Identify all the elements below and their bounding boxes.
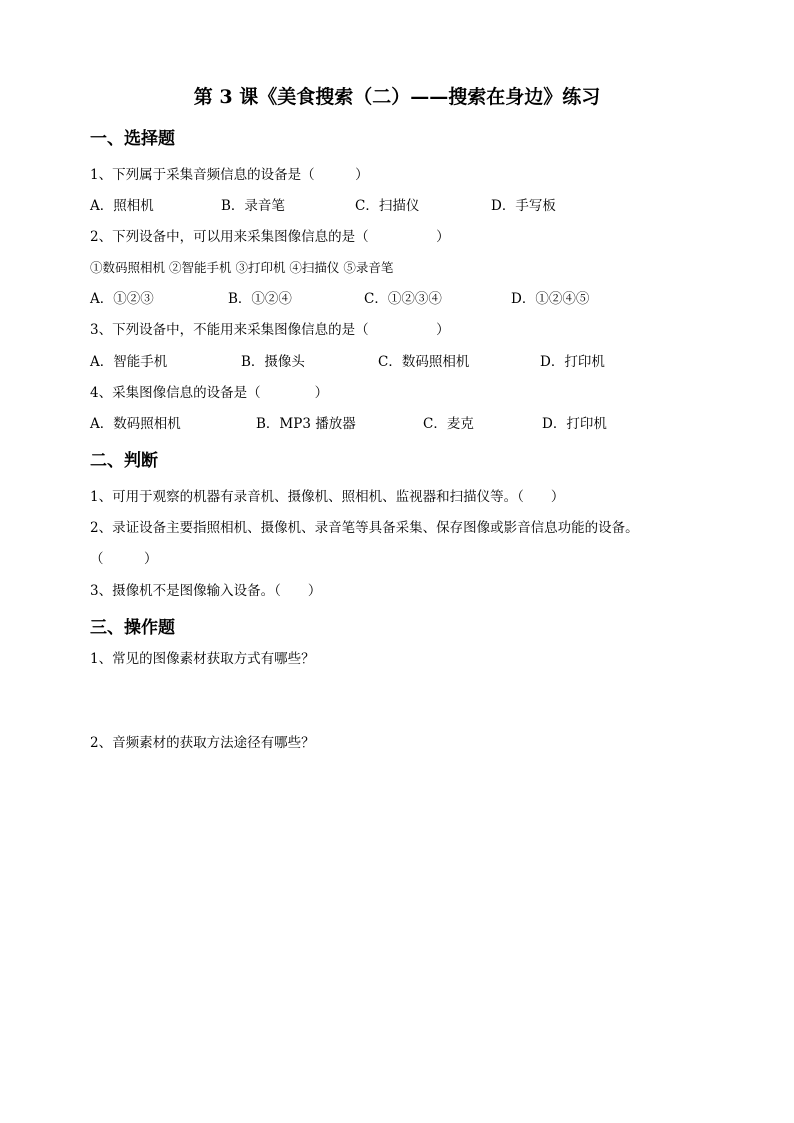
judge-question: 1、可用于观察的机器有录音机、摄像机、照相机、监视器和扫描仪等。（ ） (90, 489, 565, 505)
option-b: B．MP3 播放器 (256, 416, 356, 432)
option-b: B．①②④ (228, 291, 292, 307)
option-d: D．打印机 (540, 354, 605, 370)
section-heading-practice: 三、操作题 (90, 618, 175, 638)
option-b: B．录音笔 (221, 198, 285, 214)
question-text: 2、下列设备中，可以用来采集图像信息的是（ ） (90, 229, 450, 245)
option-c: C．①②③④ (364, 291, 442, 307)
option-a: A．照相机 (90, 198, 154, 214)
option-c: C．麦克 (423, 416, 474, 432)
option-a: A．数码照相机 (90, 416, 181, 432)
option-c: C．数码照相机 (378, 354, 470, 370)
page-title: 第 3 课《美食搜索（二）——搜索在身边》练习 (193, 86, 601, 108)
option-a: A．智能手机 (90, 354, 168, 370)
answer-paren: （ ） (90, 551, 158, 567)
section-heading-choice: 一、选择题 (90, 129, 175, 149)
judge-question: 3、摄像机不是图像输入设备。（ ） (90, 583, 322, 599)
option-c: C．扫描仪 (355, 198, 420, 214)
practice-question: 1、常见的图像素材获取方式有哪些？ (90, 651, 315, 667)
judge-question: 2、录证设备主要指照相机、摄像机、录音笔等具备采集、保存图像或影音信息功能的设备。 (90, 520, 639, 536)
question-items: ①数码照相机 ②智能手机 ③打印机 ④扫描仪 ⑤录音笔 (90, 260, 394, 275)
option-a: A．①②③ (90, 291, 154, 307)
option-d: D．打印机 (542, 416, 607, 432)
option-b: B．摄像头 (241, 354, 305, 370)
option-d: D．手写板 (491, 198, 556, 214)
option-d: D．①②④⑤ (511, 291, 590, 307)
question-text: 3、下列设备中，不能用来采集图像信息的是（ ） (90, 322, 450, 338)
practice-question: 2、音频素材的获取方法途径有哪些？ (90, 735, 315, 751)
question-text: 4、采集图像信息的设备是（ ） (90, 385, 329, 401)
section-heading-judge: 二、判断 (90, 451, 158, 471)
question-text: 1、下列属于采集音频信息的设备是（ ） (90, 167, 369, 183)
